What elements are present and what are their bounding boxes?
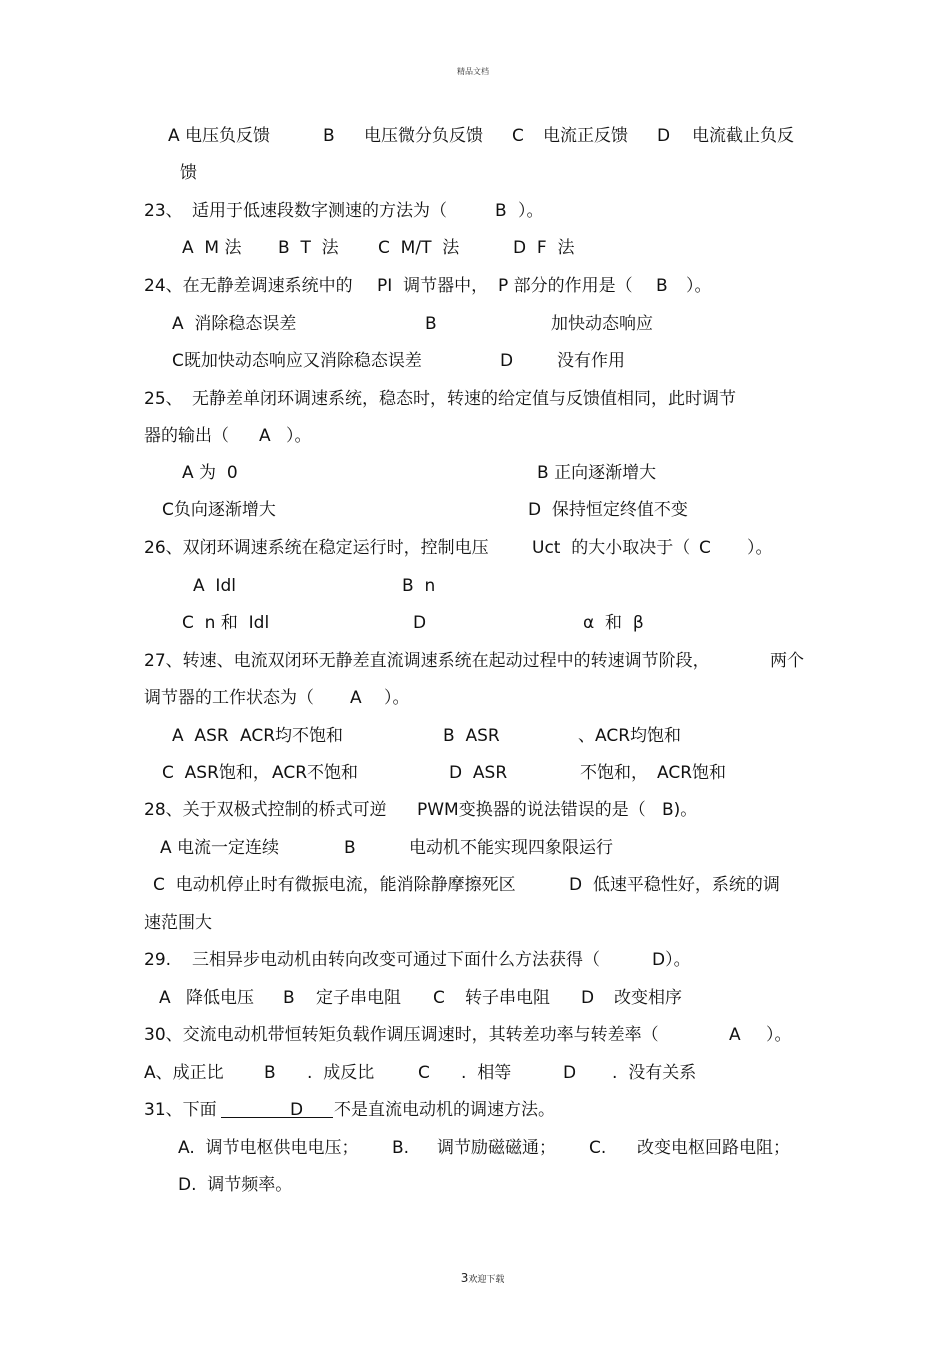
option-text: A. 调节电枢供电电压； (178, 1138, 359, 1158)
question-answer: A (350, 688, 362, 708)
question-answer: C (699, 538, 711, 558)
option-text: A M 法 (182, 238, 242, 258)
question-answer: B (495, 201, 507, 221)
option-text: A Idl (193, 576, 236, 596)
option-letter: D (563, 1063, 577, 1083)
option-text: 定子串电阻 (316, 988, 401, 1008)
question-text: 30、交流电动机带恒转矩负载作调压调速时，其转差功率与转差率（ (144, 1025, 659, 1045)
option-letter: C (512, 126, 524, 146)
option-letter: D (581, 988, 595, 1008)
option-letter: B. (392, 1138, 410, 1158)
option-text: ACR均不饱和 (240, 726, 344, 746)
option-text: A 消除稳态误差 (172, 314, 297, 334)
option-text: 转子串电阻 (465, 988, 550, 1008)
question-text: 适用于低速段数字测速的方法为（ (192, 201, 447, 221)
question-text: ）。 (286, 426, 312, 446)
page-number: 3 (460, 1271, 469, 1285)
option-text: B T 法 (278, 238, 339, 258)
option-text: ACR不饱和 (272, 763, 359, 783)
option-text: D 保持恒定终值不变 (528, 500, 688, 520)
question-text: ）。 (518, 201, 544, 221)
option-text: D ASR (449, 763, 508, 783)
option-text: . 成反比 (307, 1063, 375, 1083)
question-number: 29. (144, 950, 172, 970)
option-text: 没有作用 (557, 351, 625, 371)
option-text: C n 和 Idl (182, 613, 270, 633)
question-answer: A (259, 426, 271, 446)
option-letter: C. (589, 1138, 607, 1158)
option-letter: B (323, 126, 335, 146)
question-number: 25、 (144, 389, 183, 409)
option-text: 、ACR均饱和 (578, 726, 682, 746)
option-letter: D (413, 613, 427, 633)
option-text: . 没有关系 (612, 1063, 697, 1083)
option-text: A ASR (172, 726, 229, 746)
question-answer: B (656, 276, 668, 296)
question-text: 无静差单闭环调速系统，稳态时，转速的给定值与反馈值相同，此时调节 (192, 389, 736, 409)
option-text: 电压微分负反馈 (364, 126, 483, 146)
option-text: C M/T 法 (378, 238, 460, 258)
question-text: 两个 (770, 651, 804, 671)
question-answer: B)。 (662, 800, 698, 820)
option-text: α 和 β (583, 613, 644, 633)
option-text: D. 调节频率。 (178, 1175, 293, 1195)
option-text: 电动机不能实现四象限运行 (409, 838, 613, 858)
option-text: . 相等 (461, 1063, 512, 1083)
option-text: 改变相序 (614, 988, 682, 1008)
question-answer: D）。 (652, 950, 691, 970)
option-text: 电流截止负反 (692, 126, 794, 146)
option-text: A、成正比 (144, 1063, 224, 1083)
option-text: C负向逐渐增大 (162, 500, 276, 520)
option-text: C既加快动态响应又消除稳态误差 (172, 351, 422, 371)
question-text: 不是直流电动机的调速方法。 (334, 1100, 555, 1120)
question-text: PI 调节器中， (377, 276, 489, 296)
option-letter: C (418, 1063, 430, 1083)
question-answer: A (729, 1025, 741, 1045)
option-text: 速范围大 (144, 913, 212, 933)
option-text: D 低速平稳性好，系统的调 (569, 875, 780, 895)
option-text: 调节励磁磁通； (437, 1138, 556, 1158)
option-letter: B (264, 1063, 276, 1083)
question-text: ）。 (384, 688, 410, 708)
option-text: A 电压负反馈 (168, 126, 271, 146)
option-letter: B (425, 314, 437, 334)
question-text: 器的输出（ (144, 426, 229, 446)
question-text: 24、在无静差调速系统中的 (144, 276, 353, 296)
question-text: Uct 的大小取决于（ (532, 538, 691, 558)
option-text: B n (402, 576, 436, 596)
question-text: 26、双闭环调速系统在稳定运行时，控制电压 (144, 538, 489, 558)
option-text: C 电动机停止时有微振电流，能消除静摩擦死区 (153, 875, 516, 895)
option-text: 不饱和， (580, 763, 648, 783)
option-text: B 正向逐渐增大 (537, 463, 657, 483)
question-text: 31、下面 (144, 1100, 217, 1120)
option-letter: D (500, 351, 514, 371)
option-text: A 为 0 (182, 463, 238, 483)
option-letter: A (159, 988, 171, 1008)
option-text: 电流正反馈 (543, 126, 628, 146)
question-text: 28、关于双极式控制的桥式可逆 (144, 800, 387, 820)
option-text: ACR饱和 (657, 763, 727, 783)
page-header: 精品文档 (457, 67, 489, 76)
blank-line (221, 1117, 333, 1118)
option-text: 馈 (180, 163, 197, 183)
option-letter: B (344, 838, 356, 858)
option-letter: D (657, 126, 671, 146)
question-text: P 部分的作用是（ (498, 276, 633, 296)
question-text: 27、转速、电流双闭环无静差直流调速系统在起动过程中的转速调节阶段， (144, 651, 710, 671)
option-text: C ASR饱和， (162, 763, 270, 783)
option-letter: B (283, 988, 295, 1008)
option-text: 改变电枢回路电阻； (637, 1138, 790, 1158)
option-text: B ASR (443, 726, 500, 746)
question-number: 23、 (144, 201, 183, 221)
footer-text: 欢迎下载 (468, 1275, 505, 1285)
question-text: ）。 (747, 538, 773, 558)
option-text: 加快动态响应 (551, 314, 653, 334)
question-answer: D (290, 1100, 304, 1120)
page-footer (455, 1260, 504, 1286)
question-text: PWM变换器的说法错误的是（ (417, 800, 646, 820)
question-text: ）。 (766, 1025, 792, 1045)
option-letter: C (433, 988, 445, 1008)
option-text: A 电流一定连续 (160, 838, 280, 858)
question-text: ）。 (686, 276, 712, 296)
option-text: 降低电压 (186, 988, 254, 1008)
option-text: D F 法 (513, 238, 575, 258)
question-text: 三相异步电动机由转向改变可通过下面什么方法获得（ (192, 950, 600, 970)
question-text: 调节器的工作状态为（ (144, 688, 314, 708)
